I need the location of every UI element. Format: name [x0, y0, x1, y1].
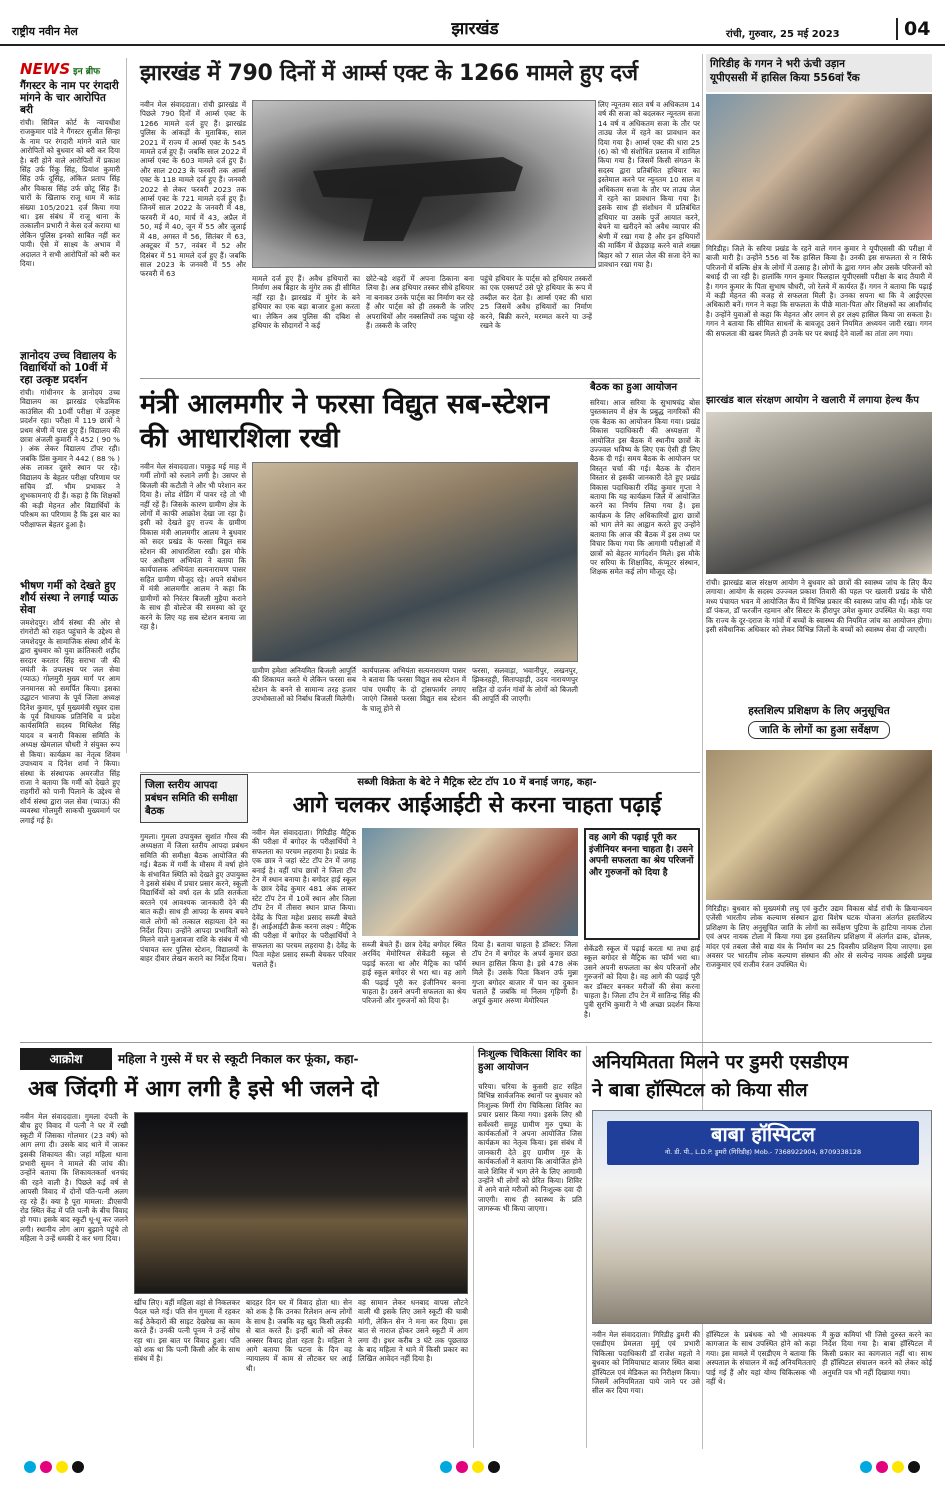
baba-headline-2: ने बाबा हॉस्पिटल को किया सील: [592, 1080, 808, 1101]
alamgir-photo: [252, 462, 578, 662]
apda-body: गुमला। गुमला उपायुक्त सुशांत गौरव की अध्यक्षता में जिला स्तरीय आपदा प्रबंधन समिति की समीक्षा बैठक आयोजित की गई। बैठक में गर्मी के मौसम में वर्षा होने के संभावित स्थिति को देखते हुए उपायुक्त ने इससे संबंध में प्रचार प्रसार करने, स्कूली विद्यार्थियों को वर्षा दल के प्रति सतर्कता बरतने एवं आवश्यक जानकारी देने की बात कही। साथ ही आपदा के समय बचने वाले लोगों को तत्काल सहायता देने का निर्देश दिया। उन्होंने आपदा प्रभावितों को मिलने वाले मुआवजा राशि के संबंध में भी पंचायत स्तर पुलिस स्टेशन, विद्यालयों के बाहर दीवार लेखन कराने का निर्देश दिया।: [140, 832, 248, 964]
brief-1-body: रांची। सिविल कोर्ट के न्यायधीश राजकुमार पांडे ने गैंगस्टर सुजीत सिन्हा के नाम पर रंगदारी मांगने वाले चार आरोपितों को बुधवार को बरी कर दिया है। बरी होने वाले आरोपितों में प्रकाश सिंह उर्फ रिंकू सिंह, प्रियांश कुमारी सिंह उर्फ दूसिंह, अंकित प्रताप सिंह और विकास सिंह उर्फ छोटू सिंह हैं। चारों के खिलाफ राजू धाम में कांड संख्या 105/2021 दर्ज किया गया था। इस संबंध में राजू थाना के तत्कालीन प्रभारी ने केस दर्ज कराया था लेकिन पुलिस इनको साबित नहीं कर पायी। ऐसे में साक्ष्य के अभाव में अदालत ने सभी आरोपितों को बरी कर दिया।: [20, 118, 120, 269]
apda-headline: जिला स्तरीय आपदा प्रबंधन समिति की समीक्षा बैठक: [140, 774, 248, 823]
hastshilp-body: गिरिडीह। बुधवार को मुख्यमंत्री लघु एवं कुटीर उद्यम विकास बोर्ड रांची के क्रियान्वयन एजेंसी भारतीय लोक कल्याण संस्थान द्वारा विशेष घटक योजना अंतर्गत हस्तशिल्प प्रशिक्षण के लिए अनुसूचित जाति के लोगों का सर्वेक्षण पुटिया के हाटिया नायक टोला एवं अपर नायक टोला में किया गया इस हस्तशिल्प प्रशिक्षण में अंतर्गत ढाक, ढोलक, मांदर एवं तबला जैसे वाद्य यंत्र के निर्माण का 25 दिवसीय प्रशिक्षण दिया जाएगा। इस अवसर पर भारतीय लोक कल्याण संस्थान की ओर से सत्येन्द्र नायक आईसी प्रमुख राजकुमार एवं राजीव रंजन उपस्थित थे।: [706, 904, 932, 970]
arms-col-2: मामले दर्ज हुए हैं। अवैध हथियारों का निर्माण अब बिहार के मुंगेर तक ही सीमित नहीं रहा है। झारखंड में मुंगेर के बने हथियार का एक बड़ा बाजार हुआ करता था। लेकिन अब पुलिस की दबिश से हथियार के सौदागरों ने कई: [252, 274, 360, 331]
news-label: NEWS: [20, 60, 71, 78]
dateline: रांची, गुरुवार, 25 मई 2023: [726, 29, 840, 40]
sabji-col-3: दिया है। बताया चाहता है डॉक्टर: जिला टॉप टेन में बगोदर के अपर्व कुमार छठा स्थान हासिल किया है। इसे 478 अंक मिले हैं। उसके पिता किशन उर्फ मुन्ना गुप्ता बगोदर बाजार में पान का दुकान चलाते हैं जबकि मां निलम गृहिणी हैं। अपूर्व कुमार अरुणा मेमोरियल: [472, 940, 578, 1006]
sabji-col-1: नवीन मेल संवाददाता। गिरिडीह मैट्रिक की परीक्षा में बगोदर के परीक्षार्थियों ने सफलता का परचम लहराया है। प्रखंड के एक छात्र ने जहां स्टेट टॉप टेन में जगह बनाई है। वहीं पांच छात्रों ने जिला टॉप टेन में स्थान बनाया है। बगोदर हाई स्कूल के छात्र देवेंद्र कुमार 481 अंक लाकर स्टेट टॉप टेन में 10वें स्थान और जिला टॉप टेन में तीसरा स्थान प्राप्त किया। देवेंद्र के पिता महेश प्रसाद सब्जी बेचते हैं। आईआईटी क्रैक करना लक्ष्य : मैट्रिक की परीक्षा में बगोदर के परीक्षार्थियों ने सफलता का परचम लहराया है। देवेंद्र के पिता महेश प्रसाद सब्जी बेचकर परिवार चलाते हैं।: [252, 828, 356, 969]
hospital-sign-title: बाबा हॉस्पिटल: [711, 1122, 815, 1146]
aakrosh-tag-label: आक्रोश: [49, 1052, 83, 1066]
registration-mark: [40, 1461, 52, 1473]
arms-col-4: पहुंचे हथियार के पार्ट्स को हथियार तस्करों का एक एक्सपर्ट उसे पूरे हथियार के रूप में तब्दील कर देता है। आर्म्स एक्ट की धारा 25 जिसमें अवैध हथियारों का निर्माण करने, बिक्री करने, मरम्मत करने या उन्हें रखने के: [480, 274, 592, 331]
gun-illustration: [253, 101, 597, 269]
upsc-headline-box: [706, 54, 932, 92]
masthead: [0, 0, 945, 46]
hastshilp-photo: [706, 750, 932, 900]
registration-mark: [472, 1461, 484, 1473]
brief-2-body: रांची। गांधीनगर के ज्ञानोदय उच्च विद्यालय का झारखंड एकेडमिक काउंसिल की 10वीं परीक्षा में उत्कृष्ट प्रदर्शन रहा। परीक्षा में 119 छात्रों ने प्रथम श्रेणी में पास हुए हैं। विद्यालय की छात्रा अंजली कुमारी ने 452 ( 90 % ) अंक लेकर विद्यालय टॉपर रही। जबकि प्रिंस कुमार ने 442 ( 88 % ) अंक लाकर दूसरे स्थान पर रहे। विद्यालय के बेहतर परीक्षा परिणाम पर सचिव डॉ. भीम प्रभाकर ने शुभकामनाएं दी हैं। कहा है कि शिक्षकों की कड़ी मेहनत और विद्यार्थियों के परिश्रम का परिणाम है कि इस बार का परीक्षाफल बेहतर हुआ है।: [20, 388, 120, 529]
section-title: झारखंड: [451, 19, 499, 39]
baithak-body: सरिया। आज सरिया के सुभाषचंद्र बोस पुस्तकालय में क्षेत्र के प्रबुद्ध नागरिकों की एक बैठक का आयोजन किया गया। प्रखंड विकास पदाधिकारी की अध्यक्षता में आयोजित इस बैठक में स्थानीय छात्रों के उज्ज्वल भविष्य के लिए एक ऐसी ही लिए बैठक दी गई। समय बैठक के आयोजन पर विस्तृत चर्चा की गई। बैठक के दौरान विस्तार से इसकी जानकारी देते हुए प्रखंड विकास पदाधिकारी रविंद्र कुमार गुप्ता ने बताया कि यह कार्यक्रम जिले में आयोजित करने का निर्णय लिया गया है। इस कार्यक्रम के लिए अधिकारियों द्वारा छात्रों को भाग लेने का आह्वान करते हुए उन्होंने बताया कि आज की बैठक में इस तथ्य पर विचार किया गया कि आगामी परीक्षाओं में छात्रों को बेहतर मार्गदर्शन मिले। इस मौके पर सरिया के शिक्षाविद, कंप्यूटर संस्थान, शिक्षक समेत कई लोग मौजूद रहे।: [590, 398, 700, 577]
registration-mark: [24, 1461, 36, 1473]
news-brief-column: [20, 60, 120, 825]
aakrosh-col-1: नवीन मेल संवाददाता। गुमला दंपती के बीच हुए विवाद में पत्नी ने घर में रखी स्कूटी में जिसका गोलमार (23 वर्ष) को आग लगा दी। उसके बाद थाने में जाकर इसकी शिकायत की। जहां महिला थाना प्रभारी सुमन ने मामले की जांच की। उन्होंने बताया कि शिकायतकर्ता धनचंद की रहने वाली है। पिछले कई वर्ष से आपसी विवाद में दोनों पति-पत्नी अलग रह रहे हैं। क्या है पूरा मामला: डीएसपी रोड स्थित केंद्र में पति पत्नी के बीच विवाद हो गया। इसके बाद स्कूटी धू-धू कर जलने लगी। स्थानीय लोग आग बुझाने पहुंचे तो महिला ने उन्हें धमकी दे कर भगा दिया।: [20, 1112, 128, 1244]
alamgir-headline: मंत्री आलमगीर ने फरसा विद्युत सब-स्टेशन की आधारशिला रखी: [140, 389, 550, 454]
registration-mark: [488, 1461, 500, 1473]
hastshilp-headline-1: हस्तशिल्प प्रशिक्षण के लिए अनुसूचित: [748, 705, 890, 717]
news-sub-label: इन ब्रीफ: [73, 67, 101, 77]
aakrosh-col-2: खींच लिए। वहीं महिला वहां से निकलकर पैदल चले गई। पति सेन गुमला में रहकर कई ठेकेदारों की साइट देखरेख का काम करते हैं। उनकी पत्नी पूनम ने उन्हें सोच रहा था। इस बात पर विवाद हुआ। पति को शक था कि पत्नी किसी और के साथ संबंध में है।: [134, 1298, 240, 1364]
alamgir-col-4: फरसा, सलवाड़ा, भवानीपुर, लखनपुर, झिकरहट्टी, सितापहाड़ी, उदय नारायणपुर सहित दो दर्जन गांवों के लोगों को बिजली की आपूर्ति की जाएगी।: [472, 666, 578, 704]
arms-headline: झारखंड में 790 दिनों में आर्म्स एक्ट के 1266 मामले हुए दर्ज: [140, 61, 638, 86]
sabji-strap: सब्जी विक्रेता के बेटे ने मैट्रिक स्टेट टॉप 10 में बनाई जगह, कहा-: [357, 777, 597, 788]
nishulk-headline: निःशुल्क चिकित्सा शिविर का हुआ आयोजन: [478, 1049, 581, 1073]
baba-col-1: नवीन मेल संवाददाता। गिरिडीह डुमरी की एसडीएम प्रेमलता मुर्मू एवं प्रभारी चिकित्सा पदाधिकारी डॉ राजेश महतो ने बुधवार को निमियाघाट बाजार स्थित बाबा हॉस्पिटल एवं मेडिकल का निरीक्षण किया। जिसमें अनियमितता पाये जाने पर उसे सील कर दिया गया।: [592, 1330, 700, 1396]
upsc-photo: [706, 94, 932, 240]
aakrosh-col-3: बादहर दिन घर में विवाद होता था। सेन को शक है कि उनका रिलेशन अन्य लोगों के साथ है। जबकि वह खुद किसी लड़की से बात करते हैं। इन्हीं बातों को लेकर अक्सर विवाद होता रहता है। महिला ने आगे बताया कि घटना के दिन वह न्यायालय में काम से लौटकर घर आई थी।: [246, 1298, 352, 1373]
hospital-sign: [607, 1121, 919, 1165]
registration-mark: [908, 1461, 920, 1473]
aakrosh-col-4: वह सामान लेकर धनबाद वापस लौटने वाली थी इसके लिए उसने स्कूटी की चाबी मांगी, लेकिन सेन ने मना कर दिया। इस बात से नाराज होकर उसने स्कूटी में आग लगा दी। इधर करीब 3 घंटे तक पूछताछ के बाद महिला ने थाने में किसी प्रकार का लिखित आवेदन नहीं दिया है।: [358, 1298, 468, 1364]
sabji-quote: वह आगे की पढ़ाई पूरी कर इंजीनियर बनना चाहता है। उसने अपनी सफलता का श्रेय परिजनों और गुरुजनों को दिया है: [589, 833, 694, 878]
aakrosh-tag: [20, 1048, 112, 1070]
upsc-headline-2: यूपीएससी में हासिल किया 556वां रैंक: [710, 72, 860, 84]
registration-mark: [876, 1461, 888, 1473]
page-number: 04: [896, 18, 930, 40]
alamgir-col-1: नवीन मेल संवाददाता। पाकुड़ मई माह में गर्मी लोगों को रुलाने लगी है। उसपर से बिजली की कटौती ने और भी परेशान कर दिया है। लोड शेडिंग में पावर रहे तो भी नहीं रहें हैं। जिसके कारण ग्रामीण क्षेत्र के लोगों में काफी आक्रोश देखा जा रहा है। इसी को देखते हुए राज्य के ग्रामीण विकास मंत्री आलमगीर आलम ने बुधवार को सदर प्रखंड के फरसा विद्युत सब स्टेशन की आधारशिला रखी। इस मौके पर अधीक्षण अभियंता ने बताया कि कार्यपालक अभियंता सत्यनारायण पासर सहित ग्रामीण मौजूद रहे। अपने संबोधन में मंत्री आलमगीर आलम ने कहा कि ग्रामीणों को निरंतर बिजली मुहैया कराने के साथ ही वोल्टेज की समस्या को दूर करने के लिए यह सब स्टेशन बनाया जा रहा है।: [140, 462, 246, 631]
brief-2-title: ज्ञानोदय उच्च विद्यालय के विद्यार्थियों को 10वीं में रहा उत्कृष्ट प्रदर्शन: [20, 350, 117, 386]
upsc-headline-1: गिरिडीह के गगन ने भरी ऊंची उड़ान: [710, 58, 845, 70]
registration-mark: [860, 1461, 872, 1473]
brief-1-title: गैंगस्टर के नाम पर रंगदारी मांगने के चार आरोपित बरी: [20, 80, 119, 116]
arms-col-1: नवीन मेल संवाददाता। रांची झारखंड में पिछले 790 दिनों में आर्म्स एक्ट के 1266 मामले दर्ज हुए हैं। झारखंड पुलिस के आंकड़ों के मुताबिक, साल 2021 में राज्य में आर्म्स एक्ट के 545 मामले दर्ज हुए हैं। जबकि साल 2022 में आर्म्स एक्ट के 603 मामले दर्ज हुए हैं। और साल 2023 के फरवरी तक आर्म्स एक्ट के 118 मामले दर्ज हुए हैं। जनवरी 2022 से लेकर फरवरी 2023 तक आर्म्स एक्ट के 721 मामले दर्ज हुए हैं। जिनमें साल 2022 के जनवरी में 48, फरवरी में 40, मार्च में 43, अप्रैल में 50, मई में 40, जून में 55 और जुलाई में 48, अगस्त में 56, सितंबर में 63, अक्टूबर में 57, नवंबर में 52 और दिसंबर में 51 मामले दर्ज हुए हैं। जबकि साल 2023 के जनवरी में 55 और फरवरी में 63: [140, 100, 246, 279]
registration-mark: [72, 1461, 84, 1473]
hastshilp-headline-box: [706, 704, 932, 744]
baba-photo: [592, 1110, 932, 1324]
hastshilp-headline-2: जाति के लोगों का हुआ सर्वेक्षण: [748, 721, 889, 739]
brief-3-title: भीषण गर्मी को देखते हुए शौर्य संस्था ने लगाई प्याऊ सेवा: [20, 580, 118, 616]
news-brief-label: [20, 60, 120, 78]
registration-mark: [456, 1461, 468, 1473]
print-color-bar: [0, 1455, 945, 1479]
nishulk-body: चरिया। चरिया के कुसरी हाट सहित विभिन्न सार्वजनिक स्थानों पर बुधवार को निःशुल्क मिर्गी रोग चिकित्सा शिविर का प्रचार प्रसार किया गया। इसके लिए श्री सर्वेश्वरी समूह ग्रामीण गुरु पुष्पा के कार्यकर्ताओं ने अपना आयोजित जिस कार्यक्रम का नेतृत्व किया। इस संबंध में जानकारी देते हुए ग्रामीण गुरु के कार्यकर्ताओं ने बताया कि आयोजित होने वाले शिविर में भाग लेने के लिए आगामी उन्होंने भी लोगों को प्रेरित किया। शिविर में आने वाले मरीजों को निःशुल्क दवा दी जाएगी। साथ ही स्वास्थ्य के प्रति जागरूक भी किया जाएगा।: [478, 1082, 582, 1214]
registration-mark: [892, 1461, 904, 1473]
hospital-sign-sub: नो. डी. पी., L.D.P. डुमरी (गिरिडीह) Mob.- 7368922904, 8709338128: [664, 1148, 862, 1156]
aakrosh-photo: [134, 1112, 468, 1294]
registration-mark: [56, 1461, 68, 1473]
sabji-photo: [362, 828, 578, 936]
upsc-body: गिरिडीह। जिले के सरिया प्रखंड के रहने वाले गगन कुमार ने यूपीएससी की परीक्षा में बाजी मारी है। उन्होंने 556 वां रैंक हासिल किया है। उनकी इस सफलता से न सिर्फ परिजनों में बल्कि क्षेत्र के लोगों में उत्साह है। लोगों के द्वारा गगन और उसके परिजनों को बधाई दी जा रही है। हालांकि गगन कुमार फिलहाल यूपीएससी परीक्षा के बाद तैयारी में है। गगन कुमार के पिता सुभाष चौधरी, जो रेलवे में कार्यरत हैं। गगन ने बताया कि पढ़ाई में कड़ी मेहनत की वजह से सफलता मिली है। उनका सपना था कि वे आईएएस अधिकारी बनें। गगन ने कहा कि सफलता के पीछे माता-पिता और शिक्षकों का आशीर्वाद है। उन्होंने युवाओं से कहा कि मेहनत और लगन से हर लक्ष्य हासिल किया जा सकता है। गगन ने बताया कि सीमित साधनों के बावजूद उसने नियमित अध्ययन जारी रखा। गगन की सफलता की खबर मिलते ही उनके घर पर बधाई देने वालों का तांता लग गया।: [706, 244, 932, 338]
aakrosh-headline: अब जिंदगी में आग लगी है इसे भी जलने दो: [28, 1077, 379, 1102]
sabji-col-2: सब्जी बेचते हैं। छात्र देवेंद्र बगोदर स्थित अरविंद मेमोरियल सेकेंडरी स्कूल से पढ़ाई करता था और मैट्रिक का फॉर्म हाई स्कूल बगोदर से भरा था। वह आगे की पढ़ाई पूरी कर इंजीनियर बनना चाहता है। उसने अपनी सफलता का श्रेय परिजनों और गुरुजनों को दिया है।: [362, 940, 466, 1006]
bal-photo: [706, 412, 932, 574]
arms-col-3: छोटे-बड़े शहरों में अपना ठिकाना बना लिया है। अब हथियार तस्कर सीधे हथियार ना बनाकर उनके पार्ट्स का निर्माण कर रहे हैं और पार्ट्स को ही तस्करी के जरिए अपराधियों और नक्सलियों तक पहुंचा रहे हैं। तस्करी के जरिए: [366, 274, 474, 331]
sabji-headline: आगे चलकर आईआईटी से करना चाहता पढ़ाई: [292, 793, 662, 818]
registration-mark: [440, 1461, 452, 1473]
alamgir-col-2: ग्रामीण हमेशा अनियमित बिजली आपूर्ति की शिकायत करते थे लेकिन फरसा सब स्टेशन के बनने से सामान्य तरह हजार उपभोक्ताओं को निर्बाध बिजली मिलेगी।: [252, 666, 356, 704]
arms-col-5: लिए न्यूनतम सात वर्ष व अधिकतम 14 वर्ष की सजा को बदलकर न्यूनतम सजा 14 वर्ष व अधिकतम सजा के तौर पर ताउम्र जेल में रहने का प्रावधान कर दिया गया है। आर्म्स एक्ट की धारा 25 (6) को भी संशोधित प्रस्ताव में शामिल किया गया है। जिसमें किसी संगठन के सदस्य द्वारा प्रतिबंधित हथियार का इस्तेमाल करने पर न्यूनतम 10 साल व अधिकतम सजा के तौर पर ताउम्र जेल में रहने का प्रावधान किया गया है। इसके साथ ही संशोधन में प्रतिबंधित हथियार या उसके पुर्जे आयात करने, बेचने या खरीदने को अवैध व्यापार की श्रेणी में रखा गया है और इन हथियारों की मार्किंग में छेड़छाड़ करने वाले शख्स बिहार को 7 साल जेल की सजा देने का प्रावधान रखा गया है।: [598, 100, 700, 269]
baithak-headline: बैठक का हुआ आयोजन: [590, 382, 678, 393]
sabji-col-4: सेकेंडरी स्कूल में पढ़ाई करता था तथा हाई स्कूल बगोदर से मैट्रिक का फॉर्म भरा था। उसने अपनी सफलता का श्रेय परिजनों और गुरुजनों को दिया है। वह आगे की पढ़ाई पूरी कर डॉक्टर बनकर मरीजों की सेवा करना चाहता है। जिला टॉप टेन में सातिन्द्र सिंह की पुत्री सुरभि कुमारी ने भी अच्छा प्रदर्शन किया है।: [584, 944, 700, 1019]
baba-col-3: मैं कुछ कमियां भी जिसे दुरुस्त करने का निर्देश दिया गया है। बाबा हॉस्पिटल में किसी प्रकार का कागजात नहीं था। साथ ही हॉस्पिटल संचालन करने को लेकर कोई अनुमति पत्र भी नहीं दिखाया गया।: [822, 1330, 932, 1377]
brief-3-body: जमशेदपुर। शौर्य संस्था की ओर से रांगरोटी को राहत पहुंचाने के उद्देश्य से जमशेदपुर के सामाजिक संस्था शौर्य के द्वारा बुधवार को युवा क्रांतिकारी शहीद सरदार करतार सिंह सराभा जी की जयंती के उपलक्ष्य पर जल सेवा (प्याऊ) गोलमुरी मुख्य मार्ग पर आम जनमानस को समर्पित किया। इसका उद्घाटन भाजपा के पूर्व जिला अध्यक्ष दिनेश कुमार, पूर्व मुख्यमंत्री रघुवर दास के पूर्व विधायक प्रतिनिधि व प्रदेश कार्यसमिति सदस्य मिथिलेश सिंह यादव व बनारी विकास समिति के अध्यक्ष खेमलाल चौधरी ने संयुक्त रूप से किया। कार्यक्रम का नेतृत्व शिवम उपाध्याय व दिनेश शर्मा ने किया। संस्था के संस्थापक अमरजीत सिंह राजा ने बताया कि गर्मी को देखते हुए राहगीरों को पानी पिलाने के उद्देश्य से शौर्य संस्था द्वारा जल सेवा (प्याऊ) की व्यवस्था गोलमुरी साकची मुख्यमार्ग पर लगाई गई है।: [20, 618, 120, 825]
sabji-quote-box: [584, 828, 700, 940]
bal-headline: झारखंड बाल संरक्षण आयोग ने खलारी में लगाया हेल्थ कैंप: [706, 395, 919, 406]
paper-name: राष्ट्रीय नवीन मेल: [12, 25, 78, 38]
aakrosh-strap: महिला ने गुस्से में घर से स्कूटी निकाल कर फूंका, कहा-: [118, 1052, 359, 1066]
gun-photo: [252, 100, 596, 268]
baba-headline-1: अनियमितता मिलने पर डुमरी एसडीएम: [592, 1052, 849, 1073]
bal-body: रांची। झारखंड बाल संरक्षण आयोग ने बुधवार को छात्रों की स्वास्थ्य जांच के लिए कैंप लगाया। आयोग के सदस्य उज्ज्वल प्रकाश तिवारी की पहल पर खलारी प्रखंड के चौरी मध्य पंचायत भवन में आयोजित कैंप में विभिन्न प्रकार की स्वास्थ्य जांच की गई। मौके पर डॉ पंकज, डॉ फरजीन रहमान और सिस्टर के हीरापुर उमेश कुमार उपस्थित थे। कहा गया कि राज्य के दूर-दराज के गांवों में बच्चों के स्वास्थ्य की नियमित जांच का आयोजन होगा। इसी संवैधानिक अधिकार को लेकर विभिन्न जिलों के बच्चों को स्वास्थ्य सेवा दी जाएगी।: [706, 578, 932, 635]
alamgir-col-3: कार्यपालक अभियंता सत्यनारायण पासर ने बताया कि फरसा विद्युत सब स्टेशन में पांच एमवीए के दो ट्रांसफार्मर लगाए जाएंगे जिससे फरसा विद्युत सब स्टेशन के चालू होने से: [362, 666, 466, 713]
baba-col-2: हॉस्पिटल के प्रबंधक को भी आवश्यक कागजात के साथ उपस्थित होने को कहा गया। इस मामले में एसडीएम ने बताया कि अस्पताल के संचालन में कई अनियमितताएं पाई गई हैं और यहां योग्य चिकित्सक भी नहीं थे।: [706, 1330, 816, 1387]
